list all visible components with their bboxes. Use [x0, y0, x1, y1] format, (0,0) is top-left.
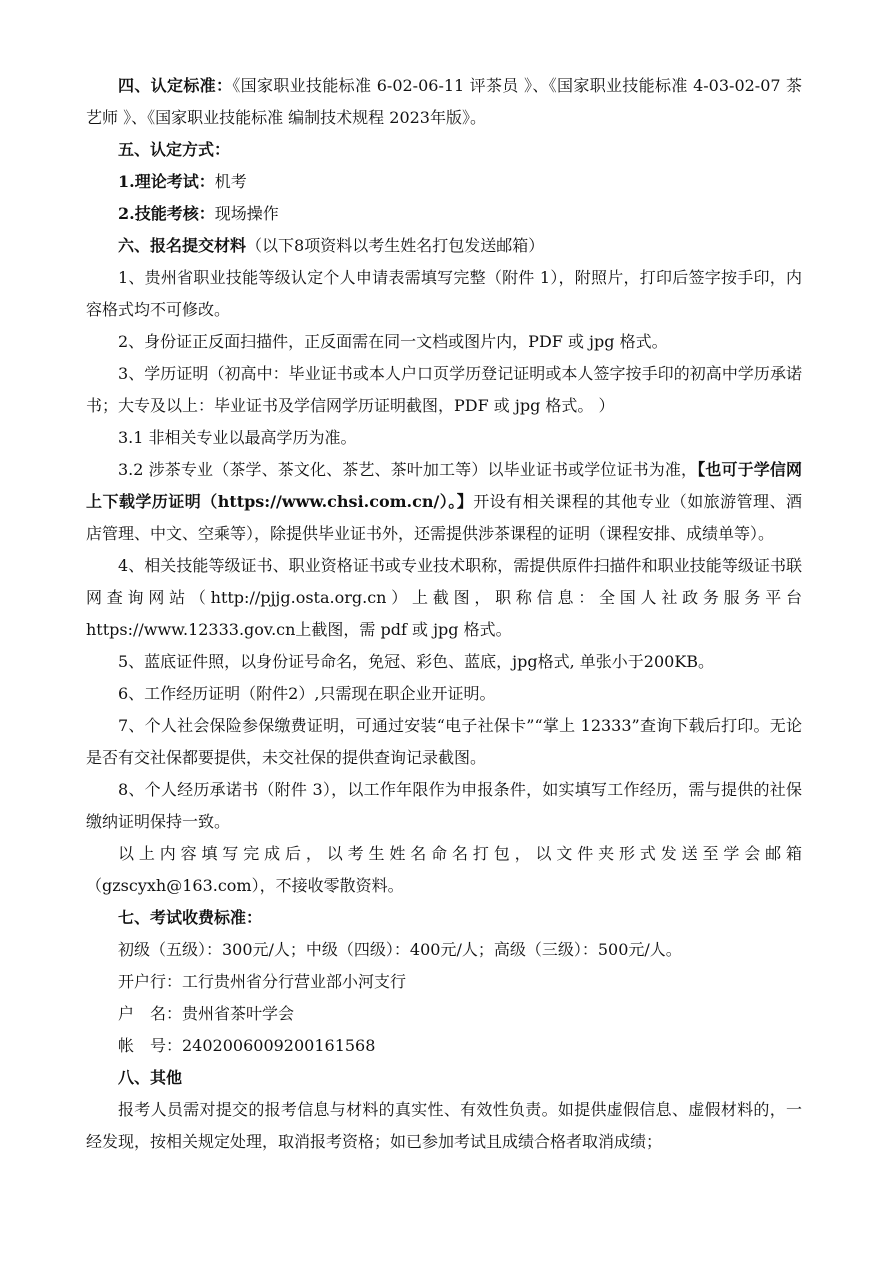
- section-5-item-2: [86, 198, 802, 230]
- fee-list: 初级（五级）：300元/人；中级（四级）：400元/人；高级（三级）：500元/人。: [118, 940, 682, 959]
- material-5: 5、蓝底证件照，以身份证号命名，免冠、彩色、蓝底，jpg格式, 单张小于200KB。: [118, 652, 715, 671]
- section-4-label: 四、认定标准：: [118, 76, 233, 95]
- section-6-heading: 六、报名提交材料: [118, 236, 247, 255]
- section-8-text: 报考人员需对提交的报考信息与材料的真实性、有效性负责。如提供虚假信息、虚假材料的，一经发现，按相关规定处理，取消报考资格；如已参加考试且成绩合格者取消成绩；: [86, 1100, 802, 1151]
- theory-exam-label: 1.理论考试：: [118, 172, 215, 191]
- material-6: 6、工作经历证明（附件2）,只需现在职企业开证明。: [118, 684, 496, 703]
- skill-exam-label: 2.技能考核：: [118, 204, 215, 223]
- material-3-2-b: 【也可于学信网上下载学历证明（https://www.chsi.com.cn/）。】: [86, 460, 802, 511]
- material-3-2-c: 开设有相关课程的其他专业（如旅游管理、酒店管理、中文、空乘等），除提供毕业证书外，还需提供涉茶课程的证明（课程安排、成绩单等）。: [86, 492, 802, 543]
- material-8: 8、个人经历承诺书（附件 3），以工作年限作为申报条件，如实填写工作经历，需与提供的社保缴纳证明保持一致。: [86, 780, 802, 831]
- material-3-1: 3.1 非相关专业以最高学历为准。: [118, 428, 357, 447]
- account-holder: 户 名：贵州省茶叶学会: [118, 1004, 295, 1023]
- skill-exam-text: 现场操作: [214, 204, 279, 223]
- section-4-paragraph: [86, 70, 802, 134]
- section-8-heading: 八、其他: [118, 1068, 183, 1087]
- material-7: 7、个人社会保险参保缴费证明，可通过安装“电子社保卡”“掌上 12333”查询下载后打印。无论是否有交社保都要提供，未交社保的提供查询记录截图。: [86, 716, 802, 767]
- theory-exam-text: 机考: [214, 172, 247, 191]
- section-6-heading-note: （以下8项资料以考生姓名打包发送邮箱）: [246, 236, 545, 255]
- document-body: [86, 70, 802, 1158]
- material-3-2: [86, 454, 802, 550]
- section-5-heading: 五、认定方式：: [118, 140, 231, 159]
- section-7-heading: 七、考试收费标准：: [118, 908, 263, 927]
- submission-note: 以上内容填写完成后，以考生姓名命名打包，以文件夹形式发送至学会邮箱（gzscyxh@163.com），不接收零散资料。: [86, 844, 802, 895]
- bank-name: 开户行：工行贵州省分行营业部小河支行: [118, 972, 407, 991]
- section-6-heading-line: [86, 230, 802, 262]
- material-3: 3、学历证明（初高中：毕业证书或本人户口页学历登记证明或本人签字按手印的初高中学历承诺书；大专及以上：毕业证书及学信网学历证明截图，PDF 或 jpg 格式。 ）: [86, 364, 802, 415]
- account-number: 帐 号：2402006009200161568: [118, 1036, 376, 1055]
- material-1: 1、贵州省职业技能等级认定个人申请表需填写完整（附件 1），附照片，打印后签字按手印，内容格式均不可修改。: [86, 268, 802, 319]
- section-4-text: 《国家职业技能标准 6-02-06-11 评茶员 》、《国家职业技能标准 4-03-02-07 茶艺师 》、《国家职业技能标准 编制技术规程 2023年版》。: [86, 76, 802, 127]
- material-2: 2、身份证正反面扫描件，正反面需在同一文档或图片内，PDF 或 jpg 格式。: [118, 332, 668, 351]
- section-5-item-1: [86, 166, 802, 198]
- material-4: 4、相关技能等级证书、职业资格证书或专业技术职称，需提供原件扫描件和职业技能等级证书联网查询网站（http://pjjg.osta.org.cn）上截图，职称信息：全国人社政务服务平台https://www.12333.gov.cn上截图，需 pdf 或 jpg 格式。: [86, 556, 802, 639]
- material-3-2-a: 3.2 涉茶专业（茶学、茶文化、茶艺、茶叶加工等）以毕业证书或学位证书为准，: [118, 460, 698, 479]
